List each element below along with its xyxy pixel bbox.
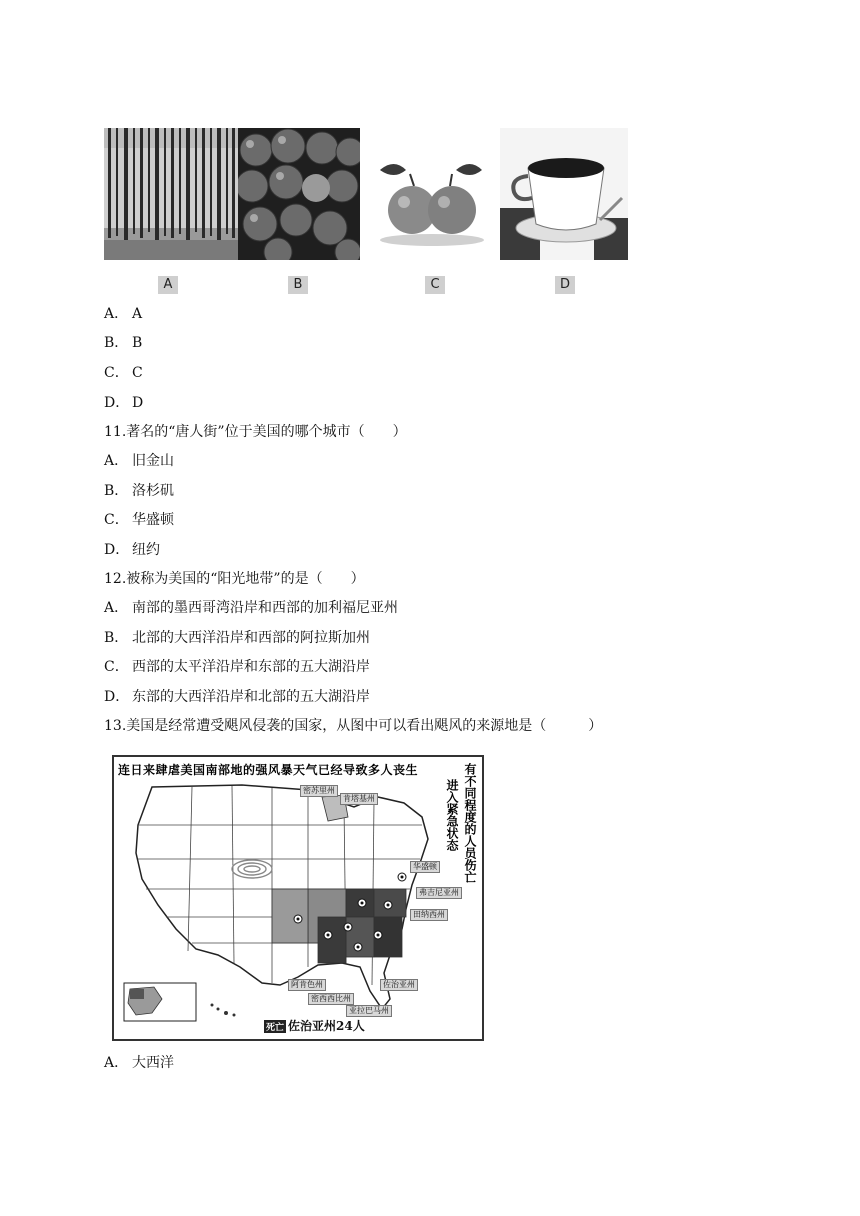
state-tag-tennessee: 田纳西州 — [410, 909, 448, 921]
death-count: 24人 — [336, 1019, 365, 1033]
oranges-image — [238, 128, 360, 260]
q11-option-c[interactable] — [104, 511, 174, 529]
map-side-text-1: 有不同程度的人员伤亡 — [463, 763, 477, 883]
q12-option-d[interactable] — [104, 688, 370, 706]
option-text: 北部的大西洋沿岸和西部的阿拉斯加州 — [132, 630, 370, 646]
image-options-row — [104, 128, 634, 298]
option-letter: B． — [104, 483, 129, 499]
option-letter: A． — [104, 1055, 129, 1071]
q11-stem: 11.著名的“唐人街”位于美国的哪个城市（ ） — [104, 424, 407, 440]
q10-option-a[interactable] — [104, 305, 142, 323]
option-letter: D． — [104, 689, 130, 705]
death-state: 佐治亚州 — [288, 1019, 337, 1033]
option-letter: A． — [104, 306, 129, 322]
option-text: 南部的墨西哥湾沿岸和西部的加利福尼亚州 — [132, 600, 398, 616]
apples-image — [372, 128, 490, 260]
option-letter: B． — [104, 335, 129, 351]
state-tag-mississippi: 密西西比州 — [308, 993, 354, 1005]
state-tag-kentucky: 肯塔基州 — [340, 793, 378, 805]
q12-option-a[interactable] — [104, 599, 398, 617]
option-text: C — [132, 365, 143, 381]
q11-option-d[interactable] — [104, 541, 160, 559]
state-tag-virginia: 弗吉尼亚州 — [416, 887, 462, 899]
death-badge: 死亡 — [264, 1020, 286, 1033]
option-letter: B． — [104, 630, 129, 646]
q10-option-b[interactable] — [104, 334, 142, 352]
option-text: 大西洋 — [132, 1055, 174, 1071]
option-text: 纽约 — [132, 542, 160, 558]
state-tag-alabama: 亚拉巴马州 — [346, 1005, 392, 1017]
option-text: B — [132, 335, 143, 351]
option-letter: C． — [104, 512, 129, 528]
coffee-cup-image — [500, 128, 628, 260]
option-letter: D． — [104, 395, 130, 411]
q12-option-b[interactable] — [104, 629, 370, 647]
state-tag-washington: 华盛顿 — [410, 861, 440, 873]
state-tag-georgia: 佐治亚州 — [380, 979, 418, 991]
q13-option-a[interactable] — [104, 1054, 174, 1072]
q12-option-c[interactable] — [104, 658, 370, 676]
option-letter: C． — [104, 659, 129, 675]
option-text: 华盛顿 — [132, 512, 174, 528]
option-text: D — [132, 395, 144, 411]
q11-option-a[interactable] — [104, 452, 174, 470]
q11-option-b[interactable] — [104, 482, 174, 500]
q13-stem: 13.美国是经常遭受飓风侵袭的国家，从图中可以看出飓风的来源地是（ ） — [104, 718, 603, 734]
option-label-c: C — [425, 276, 445, 294]
option-letter: A． — [104, 453, 129, 469]
option-letter: C． — [104, 365, 129, 381]
state-tag-missouri: 密苏里州 — [300, 785, 338, 797]
option-text: 旧金山 — [132, 453, 174, 469]
us-storm-map — [112, 755, 484, 1041]
option-text: A — [132, 306, 143, 322]
option-letter: D． — [104, 542, 130, 558]
map-side-text-2: 进入紧急状态 — [445, 779, 459, 851]
forest-image — [104, 128, 238, 260]
option-label-d: D — [555, 276, 575, 294]
q10-option-c[interactable] — [104, 364, 143, 382]
option-text: 西部的太平洋沿岸和东部的五大湖沿岸 — [132, 659, 370, 675]
option-letter: A． — [104, 600, 129, 616]
us-map-graphic — [122, 777, 452, 1029]
option-text: 东部的大西洋沿岸和北部的五大湖沿岸 — [132, 689, 370, 705]
q12-stem: 12.被称为美国的“阳光地带”的是（ ） — [104, 571, 365, 587]
option-text: 洛杉矶 — [132, 483, 174, 499]
option-label-a: A — [158, 276, 178, 294]
death-count-label — [264, 1017, 365, 1034]
map-title: 连日来肆虐美国南部地的强风暴天气已经导致多人丧生 — [118, 763, 419, 777]
option-label-b: B — [288, 276, 308, 294]
q10-option-d[interactable] — [104, 394, 143, 412]
state-tag-arkansas: 阿肯色州 — [288, 979, 326, 991]
